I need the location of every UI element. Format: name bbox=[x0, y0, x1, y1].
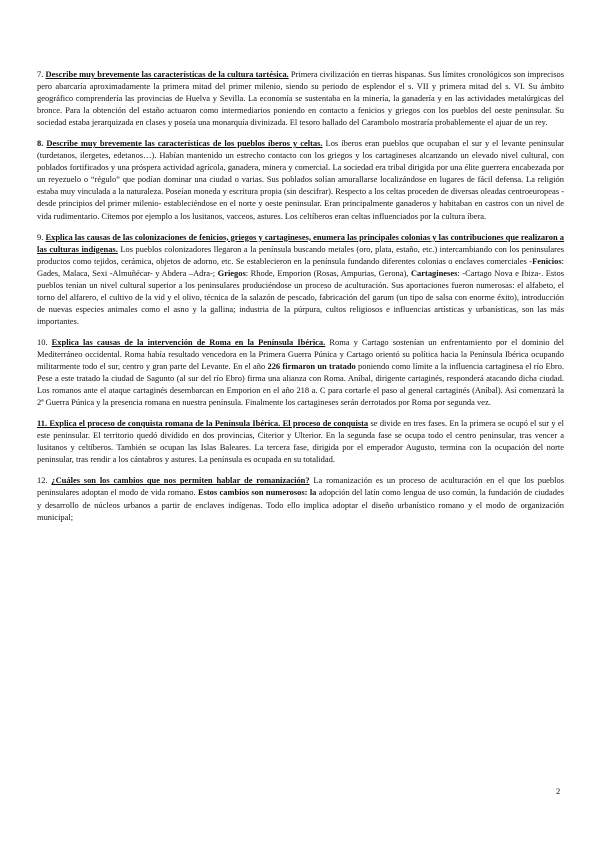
body-text: Primera civilización en tierras hispanas. Sus límites cronológicos son imprecisos pero abarcaría aproximadamente la primera mitad del primer milenio, siendo su periodo de esplendor el s. VII y primera mitad del s. VI. Su ámbito geográfico comprendería las provincias de Huelva y Sevilla. La economía se sustentaba en la minería, la ganadería y en las actividades metalúrgicas del bronce. Para la obtención del estaño actuaron como intermediarios poniendo en contacto a fenicios y griegos con los pueblos del oeste peninsular. Su sociedad estaba jerarquizada en clases y poseía una monarquía divinizada. El tesoro hallado del Carambolo mostraría probablemente el ajuar de un rey. bbox=[37, 69, 564, 128]
page-number: 2 bbox=[556, 786, 561, 796]
body-text: 10. bbox=[37, 336, 52, 347]
document-body bbox=[37, 68, 564, 523]
paragraph-q12 bbox=[37, 474, 564, 522]
emphasis-text: 8. bbox=[37, 138, 47, 149]
body-text: poniendo como límite a la influencia cartaginesa el río Ebro. Pese a este tratado la ciudad de Sagunto (al sur del río Ebro) firma una alianza con Roma. Aníbal, dirigente cartaginés, responderá atacando dicha ciudad. Los romanos ante el ataque cartaginés desembarcan en Emporion en el año 218 a. C para cortarle el paso al general cartaginés (Aníbal). Así comenzará la 2ª Guerra Púnica y la presencia romana en nuestra península. Finalmente los cartagineses serán derrotados por Roma por segunda vez. bbox=[37, 361, 564, 408]
body-text: Los pueblos colonizadores llegaron a la península buscando metales (oro, plata, estaño, etc.) intercambiando con los peninsulares productos como tejidos, cerámica, objetos de adorno, etc. Se establecieron en la península fundando diferentes colonias o enclaves comerciales - bbox=[37, 243, 564, 266]
emphasis-text: 226 firmaron un tratado bbox=[267, 361, 356, 372]
body-text: 7. bbox=[37, 69, 46, 79]
emphasis-text: Estos cambios son numerosos: la bbox=[197, 487, 317, 498]
emphasis-text: ¿Cuáles son los cambios que nos permiten hablar de romanización? bbox=[51, 475, 310, 486]
paragraph-q9 bbox=[37, 231, 564, 327]
body-text: Los íberos eran pueblos que ocupaban el sur y el levante peninsular (turdetanos, ilergetes, edetanos…). Habían mantenido un estrecho contacto con los griegos y los cartagineses alcanzando un elevado nivel cultural, con poblados fortificados y una próspera actividad agrícola, ganadera, minera y comercial. La sociedad era tribal dirigida por una élite guerrera encabezada por un reyezuelo o “régulo” que podían dominar una ciudad o varias. Sus poblados solían amurallarse localizándose en lugares de fácil defensa. La religión estaba muy vinculada a la naturaleza. Poseían moneda y escritura propia (sin descifrar). Respecto a los celtas proceden de diversas oleadas centroeuropeas -desde principios del primer milenio- estableciéndose en el norte y oeste peninsular. Eran principalmente ganaderos y habitaban en castros con un nivel de vida rudimentario. Citemos por ejemplo a los lusitanos, vacceos, astures. Los celtíberos eran celtas influenciados por la cultura íbera. bbox=[37, 138, 564, 221]
emphasis-text: Griegos bbox=[217, 267, 246, 278]
body-text: adopción del latín como lengua de uso común, la fundación de ciudades y desarrollo de núcleos urbanos a partir de enclaves indígenas. Todo ello implica adoptar el diseño urbanístico romano y el modo de organización municipal; bbox=[37, 487, 564, 522]
body-text: : Gades, Malaca, Sexi -Almuñécar- y Abdera –Adra-; bbox=[37, 255, 564, 278]
emphasis-text: Describe muy brevemente las características de la cultura tartésica. bbox=[45, 69, 289, 79]
paragraph-q8 bbox=[37, 137, 564, 221]
body-text: 9. bbox=[37, 231, 46, 242]
emphasis-text: Describe muy brevemente las características de los pueblos íberos y celtas. bbox=[46, 138, 323, 149]
emphasis-text: 11. Explica el proceso de conquista romana de la Península Ibérica. El proceso de conquista bbox=[37, 418, 369, 429]
body-text: La romanización es un proceso de aculturación en el que los pueblos peninsulares adoptan el modo de vida romano. bbox=[37, 475, 564, 498]
body-text: 12. bbox=[37, 475, 52, 486]
paragraph-q7 bbox=[37, 68, 564, 128]
body-text: : -Cartago Nova e Ibiza-. Estos pueblos tenían un nivel cultural superior a los peninsulares produciéndose un proceso de aculturación. Sus aportaciones fueron numerosas: el alfabeto, el torno del alfarero, el cultivo de la vid y el olivo, técnica de la salazón de pescado, fabricación del garum (un tipo de salsa con enorme éxito), introducción de nuevas especies animales como el asno y la gallina; industria de la púrpura, cultos religiosos e influencias artísticas y urbanísticas, son las más importantes. bbox=[37, 267, 565, 326]
paragraph-q10 bbox=[37, 336, 564, 408]
body-text: Roma y Cartago sostenían un enfrentamiento por el dominio del Mediterráneo occidental. Roma había resultado vencedora en la Primera Guerra Púnica y Cartago orientó su política hacia la Península Ibérica ocupando militarmente todo el sur, centro y gran parte del Levante. En el año bbox=[37, 336, 565, 372]
emphasis-text: Cartagineses bbox=[410, 267, 458, 278]
body-text: se divide en tres fases. En la primera se ocupó el sur y el este peninsular. El territorio quedó dividido en dos provincias, Citerior y Ulterior. En la segunda fase se ocupa todo el centro peninsular, tras vencer a lusitanos y celtíberos. También se ocupan las Islas Baleares. La tercera fase, dirigida por el emperador Augusto, termina con la ocupación del norte peninsular, tras rendir a los cántabros y astures. La península es ocupada en su totalidad. bbox=[37, 418, 564, 465]
emphasis-text: Explica las causas de las colonizaciones de fenicios, griegos y cartagineses, enumera las principales colonias y las contribuciones que realizaron a las culturas indígenas. bbox=[37, 231, 564, 254]
emphasis-text: Fenicios bbox=[532, 255, 562, 266]
body-text: : Rhode, Emporion (Rosas, Ampurias, Gerona), bbox=[245, 267, 411, 278]
emphasis-text: Explica las causas de la intervención de Roma en la Península Ibérica. bbox=[51, 336, 326, 347]
paragraph-q11 bbox=[37, 417, 564, 465]
